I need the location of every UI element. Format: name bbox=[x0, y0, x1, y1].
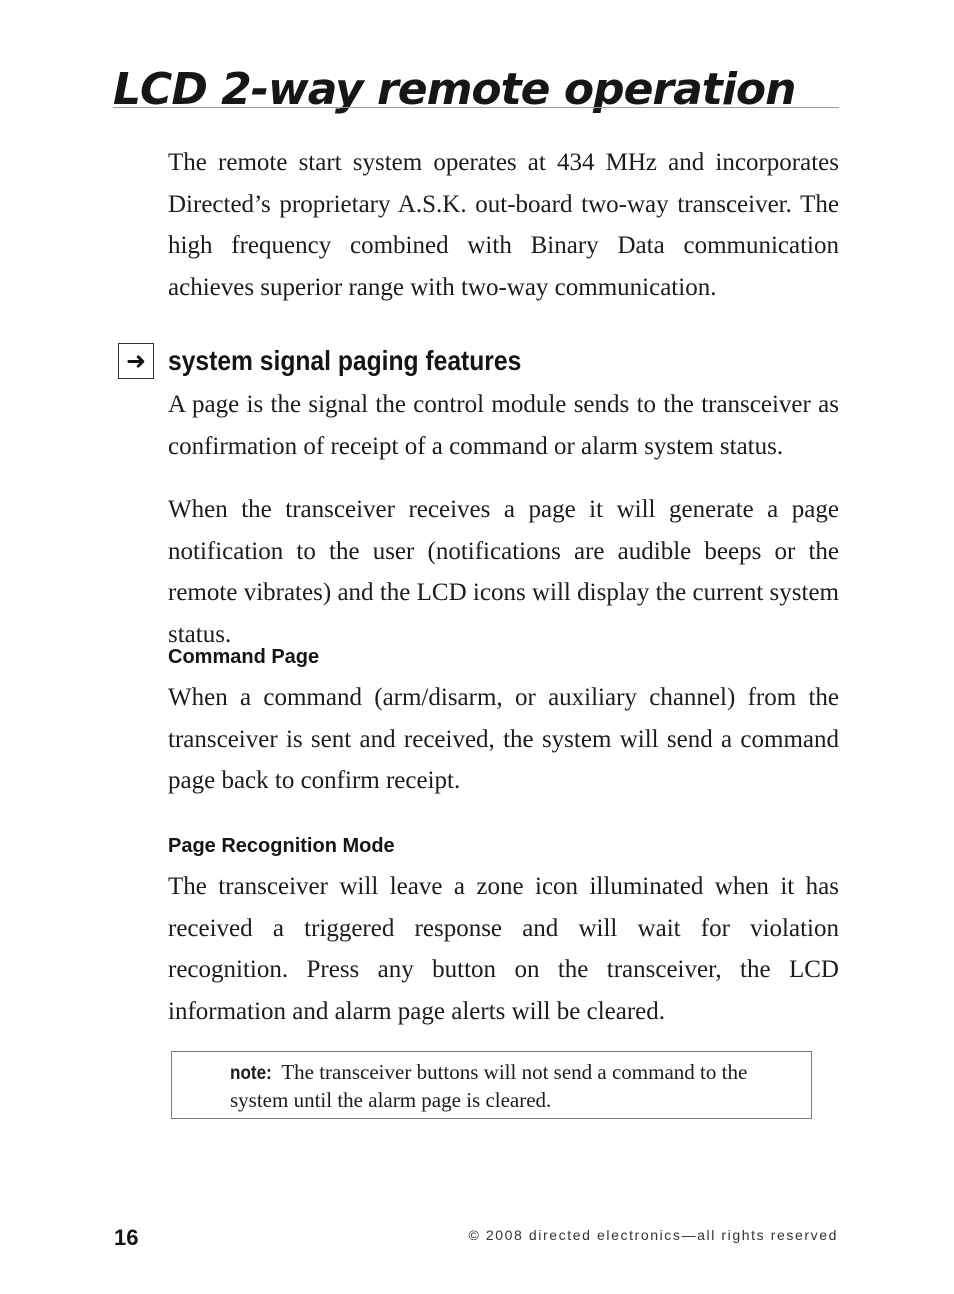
note-label: note: bbox=[230, 1063, 272, 1084]
arrow-right-icon: ➜ bbox=[118, 343, 154, 379]
page-title: LCD 2-way remote operation bbox=[113, 64, 796, 115]
note-text-block bbox=[230, 1059, 770, 1114]
command-page-paragraph: When a command (arm/disarm, or auxiliary channel) from the transceiver is sent and received, the system will send a command page back to confirm receipt. bbox=[168, 684, 839, 795]
command-page-heading: Command Page bbox=[168, 646, 320, 668]
note-box bbox=[171, 1051, 812, 1119]
section-heading: system signal paging features bbox=[168, 345, 522, 376]
paging-definition-paragraph: A page is the signal the control module sends to the transceiver as confirmation of receipt of a command or alarm system status. bbox=[168, 391, 839, 460]
intro-paragraph: The remote start system operates at 434 MHz and incorporates Directed’s proprietary A.S.K. out-board two-way transceiver. The high frequency combined with Binary Data communication achieves superior range with two-way communication. bbox=[168, 149, 839, 302]
copyright-footer: © 2008 directed electronics—all rights reserved bbox=[468, 1227, 838, 1243]
page-number: 16 bbox=[114, 1225, 139, 1250]
title-underline bbox=[113, 107, 839, 108]
page-recognition-paragraph: The transceiver will leave a zone icon illuminated when it has received a triggered response and will wait for violation recognition. Press any button on the transceiver, the LCD information and alarm page alerts will be cleared. bbox=[168, 873, 839, 1026]
paging-notification-paragraph: When the transceiver receives a page it will generate a page notification to the user (notifications are audible beeps or the remote vibrates) and the LCD icons will display the current system status. bbox=[168, 496, 839, 649]
page-recognition-heading: Page Recognition Mode bbox=[168, 835, 395, 857]
note-body: The transceiver buttons will not send a command to the system until the alarm page is cleared. bbox=[230, 1060, 748, 1112]
